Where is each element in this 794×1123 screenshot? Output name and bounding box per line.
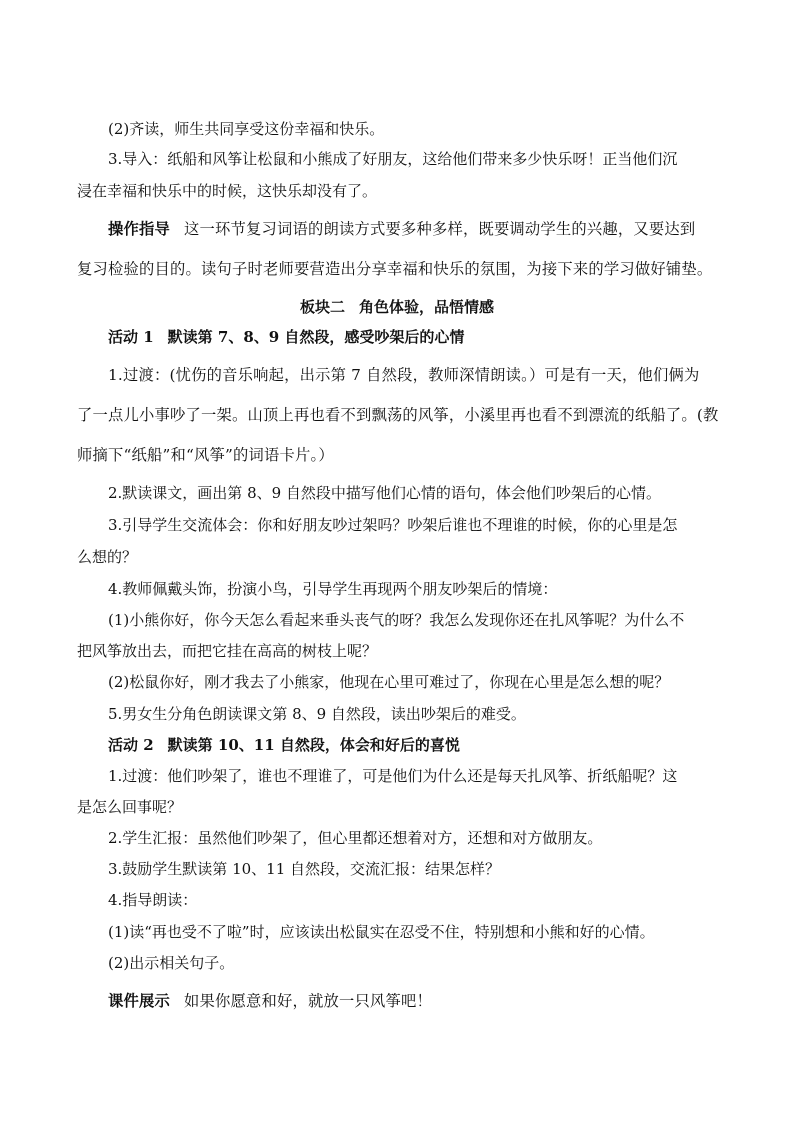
- section-title: 角色体验，品悟情感: [359, 298, 495, 316]
- section-label: 板块二: [299, 298, 345, 316]
- paragraph-line: 么想的？: [77, 548, 138, 566]
- paragraph-line: 1.过渡：(忧伤的音乐响起，出示第 7 自然段，教师深情朗读。）可是有一天，他们俩为: [108, 366, 700, 384]
- operation-guide-label: 操作指导: [108, 220, 170, 238]
- activity-title: 默读第 10、11 自然段，体会和好后的喜悦: [167, 736, 460, 754]
- activity-label: 活动 2: [108, 736, 154, 754]
- courseware-display: [0, 990, 794, 1012]
- activity-heading: [0, 326, 794, 348]
- paragraph-line: 3.引导学生交流体会：你和好朋友吵过架吗？吵架后谁也不理谁的时候，你的心里是怎: [108, 516, 678, 534]
- paragraph-line: 把风筝放出去，而把它挂在高高的树枝上呢？: [77, 642, 378, 660]
- paragraph-line: 是怎么回事呢？: [77, 798, 183, 816]
- paragraph-line: 浸在幸福和快乐中的时候，这快乐却没有了。: [77, 182, 378, 200]
- operation-guide: [0, 218, 794, 240]
- section-heading: [0, 296, 794, 318]
- operation-guide-text: 这一环节复习词语的朗读方式要多种多样，既要调动学生的兴趣，又要达到: [184, 220, 696, 238]
- paragraph-line: 1.过渡：他们吵架了，谁也不理谁了，可是他们为什么还是每天扎风筝、折纸船呢？这: [108, 767, 678, 785]
- paragraph-line: 了一点儿小事吵了一架。山顶上再也看不到飘荡的风筝，小溪里再也看不到漂流的纸船了。(教: [77, 406, 719, 424]
- paragraph-line: 复习检验的目的。读句子时老师要营造出分享幸福和快乐的氛围，为接下来的学习做好铺垫。: [77, 260, 713, 278]
- paragraph-line: 2.默读课文，画出第 8、9 自然段中描写他们心情的语句，体会他们吵架后的心情。: [108, 484, 661, 502]
- paragraph-line: 3.鼓励学生默读第 10、11 自然段，交流汇报：结果怎样？: [108, 860, 501, 878]
- activity-title: 默读第 7、8、9 自然段，感受吵架后的心情: [167, 328, 465, 346]
- paragraph-line: (2)齐读，师生共同享受这份幸福和快乐。: [108, 120, 385, 138]
- paragraph-line: 3.导入：纸船和风筝让松鼠和小熊成了好朋友，这给他们带来多少快乐呀！正当他们沉: [108, 150, 678, 168]
- paragraph-line: (1)读“再也受不了啦”时，应该读出松鼠实在忍受不住，特别想和小熊和好的心情。: [108, 923, 655, 941]
- paragraph-line: 2.学生汇报：虽然他们吵架了，但心里都还想着对方，还想和对方做朋友。: [108, 829, 603, 847]
- paragraph-line: (2)出示相关句子。: [108, 954, 235, 972]
- paragraph-line: 4.教师佩戴头饰，扮演小鸟，引导学生再现两个朋友吵架后的情境：: [108, 580, 558, 598]
- paragraph-line: (1)小熊你好，你今天怎么看起来垂头丧气的呀？我怎么发现你还在扎风筝呢？为什么不: [108, 611, 685, 629]
- courseware-label: 课件展示: [108, 992, 170, 1010]
- paragraph-line: (2)松鼠你好，刚才我去了小熊家，他现在心里可难过了，你现在心里是怎么想的呢？: [108, 673, 670, 691]
- paragraph-line: 5.男女生分角色朗读课文第 8、9 自然段，读出吵架后的难受。: [108, 705, 526, 723]
- activity-label: 活动 1: [108, 328, 154, 346]
- paragraph-line: 师摘下“纸船”和“风筝”的词语卡片。）: [77, 446, 334, 464]
- activity-heading: [0, 734, 794, 756]
- courseware-text: 如果你愿意和好，就放一只风筝吧！: [184, 992, 432, 1010]
- paragraph-line: 4.指导朗读：: [108, 891, 198, 909]
